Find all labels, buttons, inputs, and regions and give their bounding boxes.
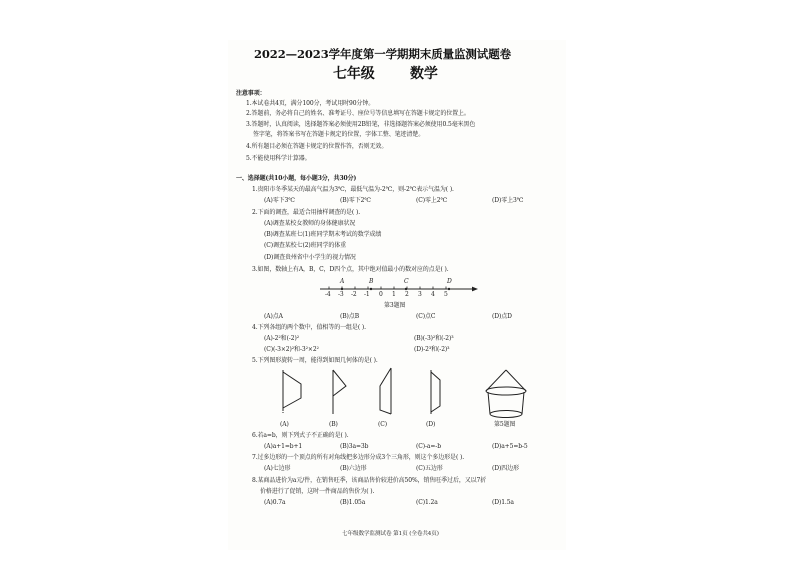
q2-stem: 2.下面的调查，最适合用抽样调查的是( ). (252, 209, 361, 216)
q4-option-a: (A)-2²和(-2)² (264, 335, 299, 342)
q2-option-c: (C)调查某校七(2)班同学的体重 (264, 242, 347, 249)
q2-option-b: (B)调查某班七(1)班同学期末考试的数学成绩 (264, 231, 382, 238)
notice-heading: 注意事项： (236, 90, 266, 97)
q1-option-b: (B)零下2℃ (340, 197, 371, 204)
notice-item: 2.答题前，务必将自己的姓名、准考证号、座位号等信息填写在答题卡规定的位置上。 (246, 110, 470, 117)
tick-label: 3 (418, 291, 422, 298)
q8-option-a: (A)0.7a (264, 499, 286, 506)
notice-item: 5.不能使用科学计算器。 (246, 155, 311, 162)
q8-option-d: (D)1.5a (492, 499, 514, 506)
q3-option-a: (A)点A (264, 313, 283, 320)
q6-option-b: (B)3a=3b (340, 443, 369, 450)
q2-option-a: (A)调查某校女教师的身体健康状况 (264, 220, 356, 227)
point-a-label: A (340, 278, 345, 285)
q8-option-b: (B)1.05a (340, 499, 366, 506)
point-d-label: D (447, 278, 452, 285)
q4-stem: 4.下列各组的两个数中，值相等的一组是( ). (252, 324, 366, 331)
q1-option-a: (A)零下3℃ (264, 197, 295, 204)
tick-label: -4 (325, 291, 331, 298)
tick-label: 4 (431, 291, 435, 298)
subject-label: 数学 (410, 66, 438, 82)
tick-label: 5 (444, 291, 448, 298)
notice-item: 1.本试卷共4页，满分100分，考试用时90分钟。 (246, 100, 375, 107)
tick-label: 0 (379, 291, 383, 298)
q3-option-c: (C)点C (416, 313, 436, 320)
q7-stem: 7.过多边形的一个顶点的所有对角线把多边形分成3个三角形，则这个多边形是( ). (252, 454, 465, 461)
q5-stem: 5.下列图形旋转一周，能得到如图几何体的是( ). (252, 357, 378, 364)
q3-caption: 第3题图 (384, 302, 406, 309)
tick-label: 2 (405, 291, 409, 298)
q5-caption: 第5题图 (494, 421, 516, 428)
tick-label: -1 (364, 291, 370, 298)
notice-item: 3.答题时，认真阅读，选择题答案必须使用2B铅笔，非选择题答案必须使用0.5毫米黑色 (246, 121, 476, 128)
q4-option-d: (D)-2³和(-2)³ (414, 346, 450, 353)
q6-option-d: (D)a+5=b-5 (492, 443, 528, 450)
q8-option-c: (C)1.2a (416, 499, 438, 506)
page-footer: 七年级数学监测试卷 第1页 (全卷共4页) (342, 531, 439, 537)
exam-title: 2022—2023学年度第一学期期末质量监测试题卷 (254, 47, 512, 61)
point-b-label: B (369, 278, 374, 285)
notice-item: 4.所有题目必须在答题卡规定的位置作答，否则无效。 (246, 143, 388, 150)
q4-option-b: (B)(-3)²和(-2)³ (414, 335, 454, 342)
q6-option-a: (A)a+1=b+1 (264, 443, 303, 450)
q6-stem: 6.若a=b，则下列式子不正确的是( ). (252, 432, 349, 439)
q1-option-c: (C)零上2℃ (416, 197, 448, 204)
tick-label: -2 (351, 291, 357, 298)
q5-option-c: (C) (378, 421, 387, 428)
grade-label: 七年级 (333, 66, 375, 82)
section-heading: 一、选择题(共10小题，每小题3分，共30分) (236, 175, 357, 182)
notice-item: 签字笔，将答案书写在答题卡规定的位置，字体工整、笔迹清楚。 (253, 131, 425, 138)
q4-option-c: (C)(-3×2)²和-3²×2² (264, 346, 319, 353)
tick-label: 1 (392, 291, 396, 298)
q6-option-c: (C)-a=-b (416, 443, 441, 450)
q8-stem-line1: 8.某商品进价为a元/件，在销售旺季，该商品售价较进价高50%，销售旺季过后，又以7折 (252, 477, 487, 484)
q8-stem-line2: 价格进行了促销，这时一件商品的售价为( ). (260, 488, 375, 495)
q3-option-b: (B)点B (340, 313, 360, 320)
q1-stem: 1.贵阳市冬季某天的最高气温为3℃，最低气温为-2℃，则-2℃表示气温为( ). (252, 186, 454, 193)
q3-option-d: (D)点D (492, 313, 512, 320)
q7-option-c: (C)五边形 (416, 465, 443, 472)
tick-label: -3 (338, 291, 344, 298)
q7-option-a: (A)七边形 (264, 465, 291, 472)
point-c-label: C (404, 278, 409, 285)
q7-option-b: (B)六边形 (340, 465, 367, 472)
q5-option-d: (D) (426, 421, 436, 428)
q1-option-d: (D)零上3℃ (492, 197, 524, 204)
q5-option-a: (A) (280, 421, 289, 428)
q7-option-d: (D)四边形 (492, 465, 519, 472)
q5-option-b: (B) (329, 421, 338, 428)
q3-stem: 3.如图，数轴上有A，B，C，D四个点，其中绝对值最小的数对应的点是( ). (252, 266, 449, 273)
q2-option-d: (D)调查贵州省中小学生的视力情况 (264, 254, 356, 261)
